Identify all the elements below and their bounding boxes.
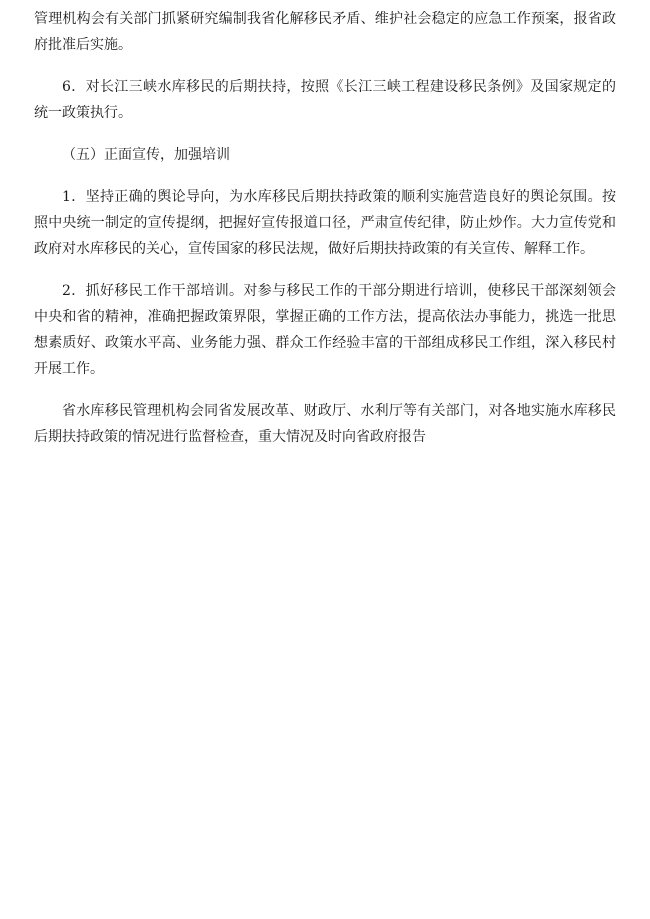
paragraph-item-2: 2．抓好移民工作干部培训。对参与移民工作的干部分期进行培训，使移民干部深刻领会中央和省的精神，准确把握政策界限，掌握正确的工作方法，提高依法办事能力，挑选一批思想素质好、政策水平高、业务能力强、群众工作经验丰富的干部组成移民工作组，深入移民村开展工作。 <box>34 283 616 377</box>
paragraph-supervision: 省水库移民管理机构会同省发展改革、财政厅、水利厅等有关部门，对各地实施水库移民后期扶持政策的情况进行监督检查，重大情况及时向省政府报告 <box>34 403 616 445</box>
paragraph-item-6: 6．对长江三峡水库移民的后期扶持，按照《长江三峡工程建设移民条例》及国家规定的统一政策执行。 <box>34 79 616 121</box>
paragraph-item-1: 1．坚持正确的舆论导向，为水库移民后期扶持政策的顺利实施营造良好的舆论氛围。按照中央统一制定的宣传提纲，把握好宣传报道口径，严肃宣传纪律，防止炒作。大力宣传党和政府对水库移民的关心，宣传国家的移民法规，做好后期扶持政策的有关宣传、解释工作。 <box>34 189 616 257</box>
section-heading-5: （五）正面宣传，加强培训 <box>62 147 230 163</box>
paragraph-continuation: 管理机构会有关部门抓紧研究编制我省化解移民矛盾、维护社会稳定的应急工作预案，报省政府批准后实施。 <box>34 11 616 53</box>
